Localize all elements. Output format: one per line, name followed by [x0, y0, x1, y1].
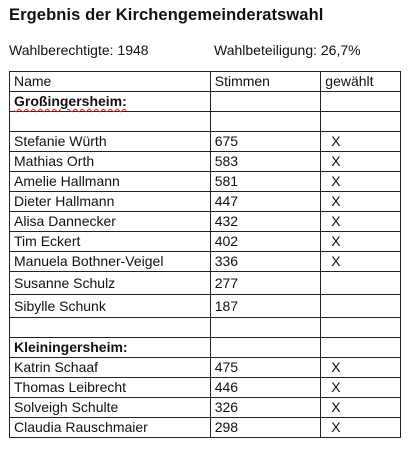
elected-mark: X — [321, 418, 401, 438]
candidate-votes: 277 — [210, 272, 321, 295]
table-row — [10, 398, 401, 418]
elected-mark: X — [321, 398, 401, 418]
elected-mark: X — [321, 378, 401, 398]
candidate-votes: 187 — [210, 295, 321, 318]
section-title-text: Großingersheim: — [14, 93, 127, 109]
spacer-row — [10, 112, 401, 132]
table-row — [10, 295, 401, 318]
eligible-voters: Wahlberechtigte: 1948 — [9, 42, 149, 58]
candidate-votes: 326 — [210, 398, 321, 418]
candidate-name: Amelie Hallmann — [10, 172, 211, 192]
candidate-name: Alisa Dannecker — [10, 212, 211, 232]
candidate-votes: 402 — [210, 232, 321, 252]
candidate-votes: 336 — [210, 252, 321, 272]
section-row — [10, 338, 401, 358]
empty-cell — [10, 318, 211, 338]
table-row — [10, 172, 401, 192]
elected-mark: X — [321, 232, 401, 252]
results-table — [9, 71, 401, 438]
elected-mark: X — [321, 358, 401, 378]
spacer-row — [10, 318, 401, 338]
header-row — [10, 72, 401, 92]
empty-cell — [10, 112, 211, 132]
candidate-name: Claudia Rauschmaier — [10, 418, 211, 438]
empty-cell — [210, 92, 321, 112]
candidate-name: Susanne Schulz — [10, 272, 211, 295]
document-title: Ergebnis der Kirchengemeinderatswahl — [9, 6, 324, 24]
section-row — [10, 92, 401, 112]
elected-mark: X — [321, 172, 401, 192]
candidate-name: Dieter Hallmann — [10, 192, 211, 212]
table-row — [10, 192, 401, 212]
table-row — [10, 418, 401, 438]
section-title — [10, 92, 211, 112]
candidate-votes: 298 — [210, 418, 321, 438]
empty-cell — [210, 338, 321, 358]
elected-mark — [321, 272, 401, 295]
header-elected: gewählt — [321, 72, 401, 92]
candidate-votes: 675 — [210, 132, 321, 152]
table-row — [10, 358, 401, 378]
elected-mark: X — [321, 192, 401, 212]
voter-turnout: Wahlbeteiligung: 26,7% — [214, 42, 361, 58]
elected-mark: X — [321, 132, 401, 152]
table-row — [10, 272, 401, 295]
candidate-votes: 446 — [210, 378, 321, 398]
table-row — [10, 212, 401, 232]
elected-mark — [321, 295, 401, 318]
header-name: Name — [10, 72, 211, 92]
empty-cell — [321, 92, 401, 112]
candidate-name: Stefanie Würth — [10, 132, 211, 152]
candidate-votes: 432 — [210, 212, 321, 232]
candidate-votes: 581 — [210, 172, 321, 192]
candidate-votes: 583 — [210, 152, 321, 172]
table-row — [10, 378, 401, 398]
elected-mark: X — [321, 152, 401, 172]
table-row — [10, 152, 401, 172]
candidate-name: Thomas Leibrecht — [10, 378, 211, 398]
empty-cell — [321, 338, 401, 358]
candidate-name: Katrin Schaaf — [10, 358, 211, 378]
elected-mark: X — [321, 252, 401, 272]
candidate-votes: 447 — [210, 192, 321, 212]
candidate-name: Manuela Bothner-Veigel — [10, 252, 211, 272]
empty-cell — [321, 318, 401, 338]
table-row — [10, 252, 401, 272]
candidate-name: Mathias Orth — [10, 152, 211, 172]
table-row — [10, 232, 401, 252]
section-title: Kleiningersheim: — [10, 338, 211, 358]
empty-cell — [210, 112, 321, 132]
candidate-name: Sibylle Schunk — [10, 295, 211, 318]
empty-cell — [321, 112, 401, 132]
candidate-name: Tim Eckert — [10, 232, 211, 252]
candidate-name: Solveigh Schulte — [10, 398, 211, 418]
elected-mark: X — [321, 212, 401, 232]
table-row — [10, 132, 401, 152]
header-votes: Stimmen — [210, 72, 321, 92]
candidate-votes: 475 — [210, 358, 321, 378]
empty-cell — [210, 318, 321, 338]
